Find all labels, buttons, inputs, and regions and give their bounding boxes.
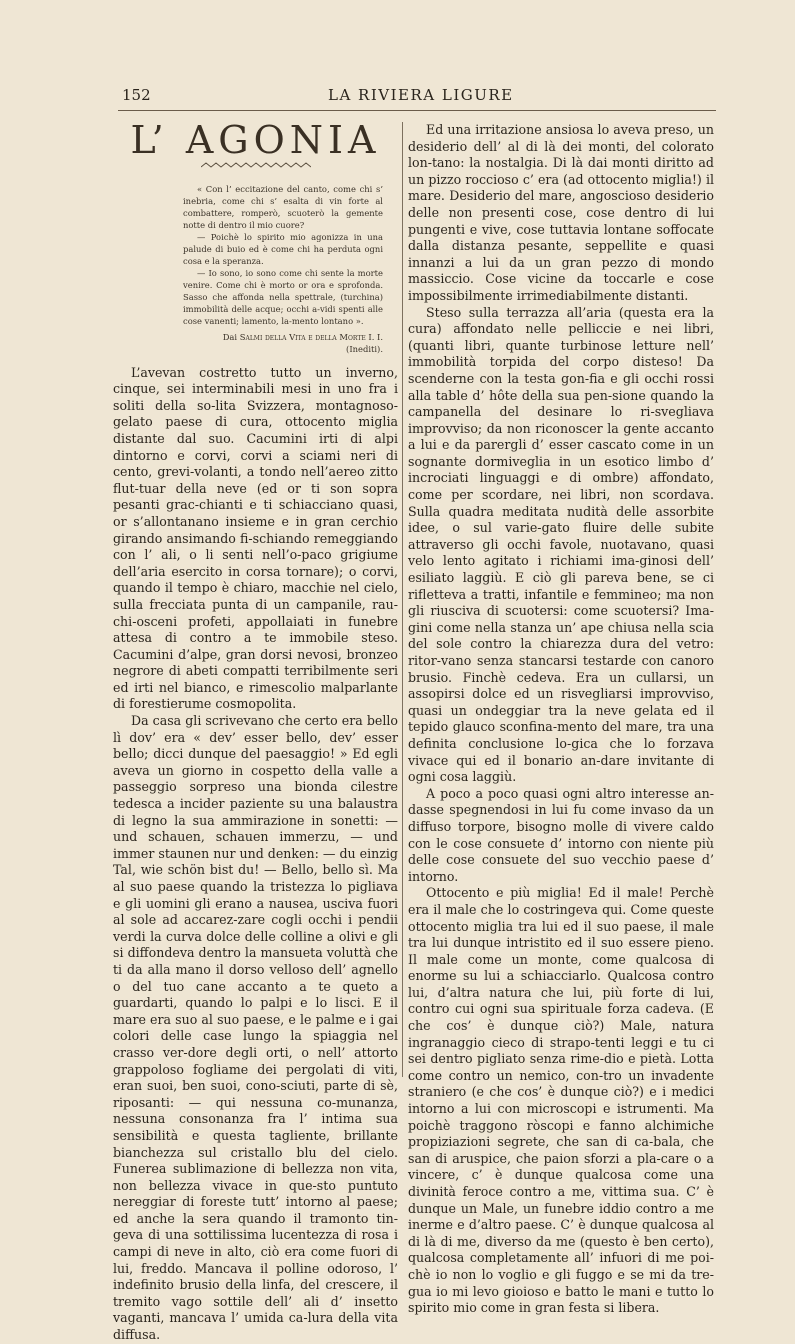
header-rule [118,110,716,111]
running-head: LA RIVIERA LIGURE [328,86,514,104]
article-title: L’ AGONIA [130,118,381,162]
page-number: 152 [122,86,151,104]
attribution-note: (Inediti). [346,343,383,354]
page-header [118,86,716,108]
paragraph: Ed una irritazione ansiosa lo aveva preso, un desiderio dell’ al di là dei monti, del colorato lon-tano: la nostalgia. Di là dai monti diritto ad un pizzo roccioso c’ era (ad ottocento miglia!) il mare. Desiderio del mare, angoscioso desiderio delle non presenti cose, cose dentro di lui pungenti e vive, cose tuttavia lontane soffocate dalla distanza pesante, seppellite e quasi innanzi a lui da un gran pezzo di mondo massiccio. Cose vicine da toccarle e cose impossibilmente irrimediabilmente distanti. [408,122,714,303]
paragraph: Steso sulla terrazza all’aria (questa era la cura) affondato nelle pelliccie e nei libri, (quanti libri, quante turbinose letture nell’ immobilità torpida del corpo disteso! Da scenderne con la testa gon-fia e gli occhi rossi alla table d’ hôte della sua pen-sione quando la campanella del desinare lo ri-svegliava improvviso; da non riconoscer la gente accanto a lui e da parergli d’ esser cascato come in un sognante dormiveglia in un esotico limbo d’ incrociati linguaggi e di ombre) affondato, come per scordare, nei libri, non scordava. Sulla quadra meditata nudità delle assorbite idee, o sul varie-gato fluire delle subite attraverso gli occhi favole, nuotavano, quasi velo lento agitato i richiami ima-ginosi dell’ esiliato laggiù. E ciò gli pareva bene, se ci rifletteva a tratti, infantile e femmineo; ma non gli riusciva di scuotersi: come scuotersi? Ima-gini come nella stanza un’ ape chiusa nella scia del sole contro la chiarezza dura del vetro: ritor-vano senza stancarsi testarde con canoro brusio. Finchè cedeva. Era un cullarsi, un assopirsi dolce ed un risvegliarsi improvviso, quasi un ondeggiar tra la neve gelata ed il tepido glauco sconfina-mento del mare, tra una definita conclusione lo-gica che lo forzava vivace qui ed il bonario an-dare invitante di ogni cosa laggiù. [408,304,714,785]
epigraph-stanza: — Io sono, io sono come chi sente la morte venire. Come chi è morto or ora e sprofonda. Sasso che affonda nella spettrale, (turchina) immobilità delle acque; occhi a-vidi spenti alle cose vanenti; lamento, la-mento lontano ». [183,267,383,326]
epigraph [183,183,383,327]
attribution-suffix: I. I. [368,331,383,342]
paragraph: L’avevan costretto tutto un inverno, cinque, sei interminabili mesi in uno fra i soliti della so-lita Svizzera, montagnoso-gelato paese di cura, ottocento miglia distante dal suo. Cacumini irti di alpi dintorno e corvi, corvi a sciami neri di cento, grevi-volanti, a tondo nell’aereo zitto flut-tuar della neve (ed or ti son sopra pesanti grac-chianti e ti schiacciano quasi, or s’allontanano insieme e in gran cerchio girando ansimando fi-schiando remeggiando con l’ ali, o li senti nell’o-paco grigiume dell’aria esercito in corsa tornare); o corvi, quando il tempo è chiaro, macchie nel cielo, sulla frecciata punta di un campanile, rau-chi-osceni profeti, appollaiati in funebre attesa di contro a te immobile steso. Cacumini d’alpe, gran dorsi nevosi, bronzeo negrore di abeti compatti terribilmente seri ed irti nel bianco, e rimescolio malparlante di forestierume cosmopolita. [113,364,398,712]
left-column [113,120,398,1344]
attribution-prefix: Dai [222,331,238,342]
title-ornament [201,162,311,172]
left-body-text [113,365,398,1344]
paragraph: Ottocento e più miglia! Ed il male! Perchè era il male che lo costringeva qui. Come queste ottocento miglia tra lui ed il suo paese, il male tra lui dunque intristito ed il suo essere pieno. Il male come un monte, come qualcosa di enorme su lui a schiacciarlo. Qualcosa contro lui, d’altra natura che lui, più forte di lui, contro cui ogni sua spirituale forza cadeva. (E che cos’ è dunque ciò?) Male, natura ingranaggio cieco di strapo-tenti leggi e tu ci sei dentro pigliato senza rime-dio e pietà. Lotta come contro un nemico, con-tro un invadente straniero (e che cos’ è dunque ciò?) e i medici intorno a lui con microscopi e istrumenti. Ma poichè traggono ròscopi e fanno alchimiche propiziazioni segrete, che san di ca-bala, che san di aruspice, che paion sforzi a pla-care o a vincere, c’ è dunque qualcosa come una divinità feroce contro a me, vittima sua. C’ è dunque un Male, un funebre iddio contro a me inerme e d’altro paese. C’ è dunque qualcosa al di là di me, diverso da me (questo è ben certo), qualcosa completamente all’ infuori di me poi-chè io non lo voglio e gli fuggo e se mi da tre-gua io mi levo gioioso e batto le mani e tutto lo spirito mio come in gran festa si libera. [408,885,714,1316]
attribution-work: Salmi della Vita e della Morte [239,331,366,342]
paragraph: Da casa gli scrivevano che certo era bello lì dov’ era « dev’ esser bello, dev’ esser bello; dicci dunque del paesaggio! » Ed egli aveva un giorno in cospetto della valle a passeggio sorpreso una bionda cilestre tedesca a incider paziente su una balaustra di legno la sua ammirazione in sonetti: — und schauen, schauen immerzu, — und immer staunen nur und denken: — du einzig Tal, wie schön bist du! — Bello, bello sì. Ma al suo paese quando la tristezza lo pigliava e gli uomini gli erano a nausea, usciva fuori al sole ad accarez-zare cogli occhi i pendii verdi la curva dolce delle colline a olivi e gli si diffondeva dentro la mansueta voluttà che ti da alla mano il dorso velloso dell’ agnello o del tuo cane accanto a te queto a guardarti, quando lo palpi e lo lisci. E il mare era suo al suo paese, e le palme e i gai colori delle case lungo la spiaggia nel crasso ver-dore degli orti, o nell’ attorto grappoloso fogliame dei pergolati di viti, eran suoi, ben suoi, cono-sciuti, parte di sè, riposanti: — qui nessuna co-munanza, nessuna consonanza fra l’ intima sua sensibilità e questa tagliente, brillante bianchezza sul cristallo blu del cielo. Funerea sublimazione di bellezza non vita, non bellezza vivace in que-sto puntuto nereggiar di foreste tutt’ intorno al paese; ed anche la sera quando il tramonto tin-geva di una sottilissima lucentezza di rosa i campi di neve in alto, ciò era come fuori di lui, freddo. Mancava il polline odoroso, l’ indefinito brusio della linfa, del crescere, il tremito vago sottile dell’ ali d’ insetto vaganti, mancava l’ umida ca-lura della vita diffusa. [113,713,398,1343]
epigraph-stanza: — Poichè lo spirito mio agonizza in una palude di buio ed è come chi ha perduta ogni cosa e la speranza. [183,231,383,266]
epigraph-attribution [183,331,383,355]
epigraph-stanza: « Con l’ eccitazione del canto, come chi s’ inebria, come chi s’ esalta di vin forte al combattere, romperò, scuoterò la gemente notte di dentro il mio cuore? [183,183,383,230]
paragraph: A poco a poco quasi ogni altro interesse an-dasse spegnendosi in lui fu come invaso da un diffuso torpore, bisogno molle di vivere caldo con le cose consuete d’ intorno con niente più delle cose consuete del suo vecchio paese d’ intorno. [408,785,714,884]
right-body-text [408,122,714,1317]
column-divider [402,122,403,1077]
right-column [408,122,714,1317]
